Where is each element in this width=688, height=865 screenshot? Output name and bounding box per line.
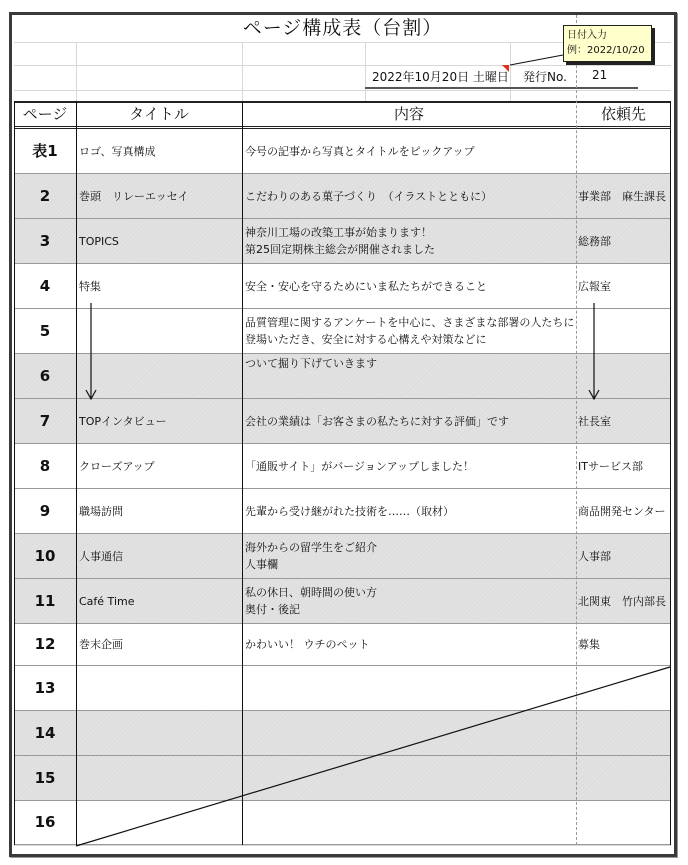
cell-page[interactable]: 3: [39, 231, 51, 250]
date-input-comment: [563, 25, 652, 62]
issue-number-value[interactable]: 21: [592, 68, 608, 82]
cell-title[interactable]: 特集: [79, 279, 101, 293]
cell-title[interactable]: 巻頭 リレーエッセイ: [79, 189, 189, 203]
issue-date[interactable]: 2022年10月20日 土曜日: [372, 70, 509, 84]
cell-requester[interactable]: 社長室: [578, 414, 611, 428]
cell-page[interactable]: 16: [34, 813, 56, 831]
issue-number-label: 発行No.: [523, 70, 567, 84]
cell-page[interactable]: 5: [39, 321, 51, 340]
cell-requester[interactable]: 商品開発センター: [578, 504, 666, 518]
cell-page[interactable]: 11: [34, 591, 56, 610]
content-line: こだわりのある菓子づくり （イラストとともに）: [245, 189, 493, 203]
content-line: 私の休日、朝時間の使い方: [245, 586, 377, 599]
cell-page[interactable]: 15: [34, 768, 56, 787]
content-line: 人事欄: [245, 558, 278, 571]
cell-requester[interactable]: 総務部: [578, 234, 611, 248]
cell-page[interactable]: 14: [34, 723, 56, 742]
comment-line-2: 例：2022/10/20: [567, 45, 645, 56]
cell-title[interactable]: ロゴ、写真構成: [79, 144, 156, 158]
cell-requester[interactable]: ITサービス部: [578, 459, 643, 473]
cell-title[interactable]: TOPインタビュー: [79, 414, 167, 428]
cell-page[interactable]: 4: [39, 276, 51, 295]
cell-title[interactable]: 人事通信: [79, 549, 123, 563]
header-page: ページ: [22, 105, 68, 123]
cell-page[interactable]: 9: [39, 501, 51, 520]
cell-requester[interactable]: 人事部: [578, 549, 611, 563]
content-line: 「通販サイト」がバージョンアップしました！: [245, 459, 475, 473]
content-line: かわいい！ ウチのペット: [245, 638, 370, 651]
empty-rows-strike-line: [76, 667, 670, 846]
content-line: 第25回定期株主総会が開催されました: [245, 243, 435, 256]
content-line: 今号の記事から写真とタイトルをピックアップ: [245, 144, 475, 158]
comment-connector-line: [510, 55, 563, 65]
cell-requester[interactable]: 募集: [578, 638, 600, 651]
content-line: 奥付・後記: [245, 603, 300, 616]
content-line: 安全・安心を守るためにいま私たちができること: [245, 279, 487, 293]
content-line: 先輩から受け継がれた技術を……（取材）: [245, 504, 454, 518]
cell-requester[interactable]: 事業部 麻生課長: [578, 189, 666, 203]
sheet-title: ページ構成表（台割）: [242, 17, 443, 39]
cell-title[interactable]: 職場訪問: [79, 504, 123, 518]
annotations-layer: [14, 15, 671, 853]
header-requester: 依頼先: [600, 105, 646, 123]
cell-title[interactable]: Café Time: [79, 594, 135, 608]
content-line: 品質管理に関するアンケートを中心に、さまざまな部署の人たちに: [245, 316, 575, 329]
comment-line-1: 日付入力: [567, 30, 607, 41]
cell-title[interactable]: クローズアップ: [79, 459, 155, 473]
cell-page[interactable]: 12: [34, 635, 56, 653]
header-title: タイトル: [129, 105, 189, 123]
cell-page[interactable]: 2: [39, 186, 51, 205]
content-line: ついて掘り下げていきます: [245, 357, 377, 370]
cell-page[interactable]: 8: [39, 456, 51, 475]
cell-page[interactable]: 表1: [32, 141, 58, 160]
content-line: 登場いただき、安全に対する心構えや対策などに: [245, 333, 487, 346]
header-content: 内容: [393, 105, 424, 123]
spreadsheet: [14, 15, 671, 853]
cell-page[interactable]: 10: [34, 546, 56, 565]
cell-requester[interactable]: 北関東 竹内部長: [578, 594, 666, 608]
content-line: 海外からの留学生をご紹介: [245, 541, 377, 554]
content-line: 神奈川工場の改築工事が始まります！: [245, 226, 432, 239]
cell-title[interactable]: 巻末企画: [79, 638, 123, 651]
cell-page[interactable]: 13: [34, 678, 56, 697]
cell-page[interactable]: 6: [39, 366, 51, 385]
cell-requester[interactable]: 広報室: [578, 279, 611, 293]
cell-page[interactable]: 7: [39, 411, 51, 430]
content-line: 会社の業績は「お客さまの私たちに対する評価」です: [245, 414, 509, 428]
cell-title[interactable]: TOPICS: [79, 234, 119, 248]
